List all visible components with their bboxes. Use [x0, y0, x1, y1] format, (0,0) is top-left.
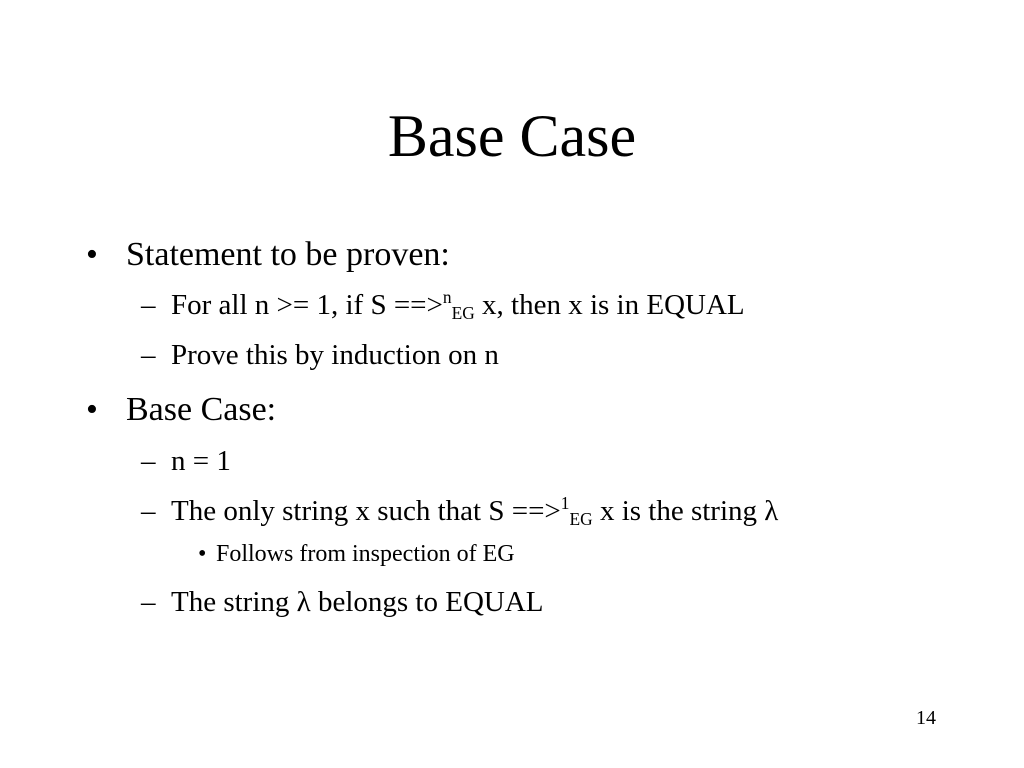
bullet-marker: • — [86, 391, 98, 428]
subscript: EG — [451, 302, 475, 323]
dash-marker: – — [141, 289, 156, 321]
bullet-text: Base Case: — [126, 391, 277, 428]
slide-title: Base Case — [387, 103, 637, 169]
bullet-marker: • — [86, 236, 98, 273]
subscript: EG — [569, 508, 593, 529]
sub-bullet-text: n = 1 — [171, 445, 231, 477]
bullet-marker: • — [198, 541, 207, 567]
sub-sub-bullet-text: Follows from inspection of EG — [216, 541, 515, 567]
sub-bullet-text: The string λ belongs to EQUAL — [171, 586, 544, 618]
superscript: n — [442, 286, 452, 307]
dash-marker: – — [141, 339, 156, 371]
dash-marker: – — [141, 586, 156, 618]
text-before: For all n >= 1, if S ==> — [171, 289, 443, 321]
sub-bullet-text: Prove this by induction on n — [171, 339, 499, 371]
bullet-text: Statement to be proven: — [126, 236, 450, 273]
dash-marker: – — [141, 495, 156, 527]
text-after: x is the string λ — [592, 495, 779, 527]
dash-marker: – — [141, 445, 156, 477]
sub-bullet-text — [171, 494, 778, 531]
sub-bullet-text — [171, 288, 745, 325]
text-before: The only string x such that S ==> — [171, 495, 561, 527]
text-after: x, then x is in EQUAL — [474, 289, 745, 321]
page-number: 14 — [916, 707, 936, 729]
superscript: 1 — [560, 492, 570, 513]
